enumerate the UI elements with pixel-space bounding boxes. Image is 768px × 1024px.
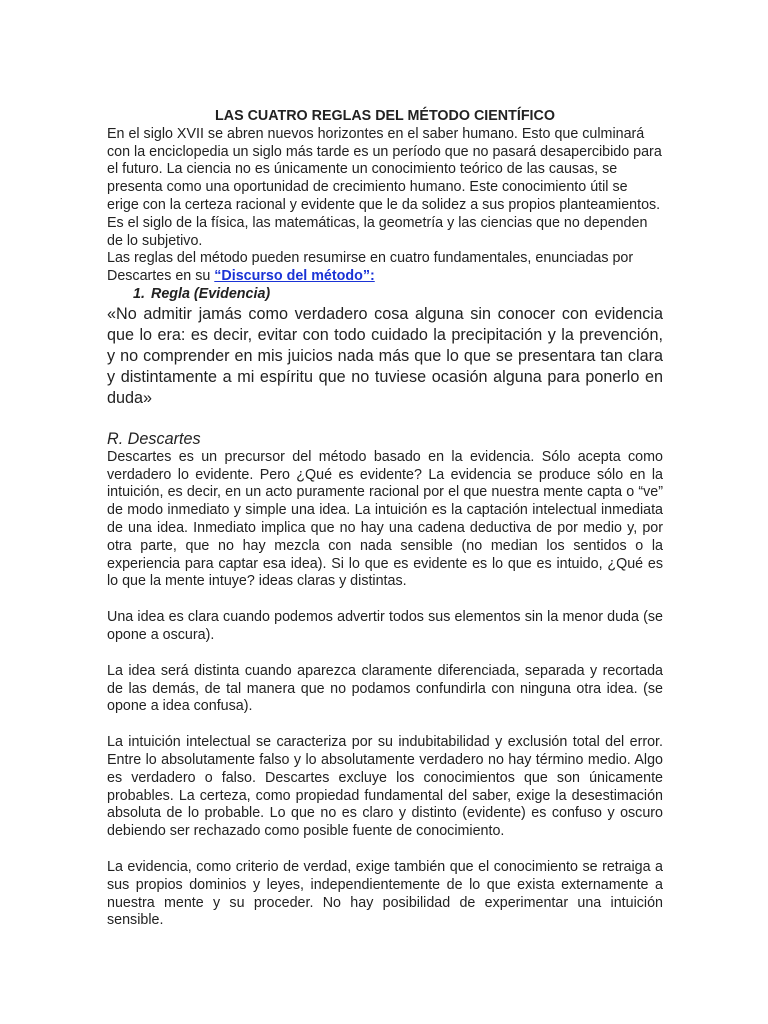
paragraph-intuition: La intuición intelectual se caracteriza por su indubitabilidad y exclusión total del error. Entre lo absolutamente falso y lo absolutamente verdadero no hay término medio. Algo es verdadero o falso. Descartes excluye los conocimientos que son únicamente probables. La certeza, como propiedad fundamental del saber, exige la desestimación absoluta de lo probable. Lo que no es claro y distinto (evidente) es confuso y oscuro debiendo ser rechazado como posible fuente de conocimiento. [107,734,663,840]
rule-1-number: 1. [133,285,145,302]
descartes-quote: «No admitir jamás como verdadero cosa alguna sin conocer con evidencia que lo era: es decir, evitar con todo cuidado la precipitación y la prevención, y no comprender en mis juicios nada más que lo que se presentara tan clara y distintamente a mi espíritu que no tuviese ocasión alguna para ponerlo en duda» [107,304,663,407]
document-title: LAS CUATRO REGLAS DEL MÉTODO CIENTÍFICO [215,108,555,124]
rules-intro-text: Las reglas del método pueden resumirse en cuatro fundamentales, enunciadas por Descartes en su [107,250,634,285]
paragraph-truth-criterion: La evidencia, como criterio de verdad, exige también que el conocimiento se retraiga a sus propios dominios y leyes, independientemente de lo que exista externamente a nuestra mente y su proceder. No hay posibilidad de experimentar una intuición sensible. [107,858,663,929]
discurso-link[interactable]: “Discurso del método”: [214,268,375,285]
intro-paragraph: En el siglo XVII se abren nuevos horizontes en el saber humano. Esto que culminará con la enciclopedia un siglo más tarde es un período que no pasará desapercibido para el futuro. La ciencia no es únicamente un conocimiento teórico de las causas, se presenta como una oportunidad de crecimiento humano. Este conocimiento útil se erige con la certeza racional y evidente que le da solidez a sus propios planteamientos. Es el siglo de la física, las matemáticas, la geometría y las ciencias que no dependen de lo subjetivo. [107,125,662,249]
paragraph-evidence: Descartes es un precursor del método basado en la evidencia. Sólo acepta como verdadero lo evidente. Pero ¿Qué es evidente? La evidencia se produce sólo en la intuición, es decir, en un acto puramente racional por el que nuestra mente capta o “ve” de modo inmediato y simple una idea. La intuición es la captación intelectual inmediata de una idea. Inmediato implica que no hay una cadena deductiva de por medio y, por otra parte, que no hay mezcla con nada sensible (no median los sentidos o la experiencia para captar esa idea). Si lo que es evidente es lo que es intuido, ¿Qué es lo que la mente intuye? ideas claras y distintas. [107,448,663,590]
quote-author: R. Descartes [107,429,201,448]
rules-intro-paragraph [107,250,663,286]
document-page [107,108,663,930]
rule-1-title: Regla (Evidencia) [151,285,271,302]
paragraph-clear-idea: Una idea es clara cuando podemos advertir todos sus elementos sin la menor duda (se opone a oscura). [107,609,663,643]
rule-1-heading [107,286,663,304]
paragraph-distinct-idea: La idea será distinta cuando aparezca claramente diferenciada, separada y recortada de las demás, de tal manera que no podamos confundirla con ninguna otra idea. (se opone a idea confusa). [107,662,663,715]
